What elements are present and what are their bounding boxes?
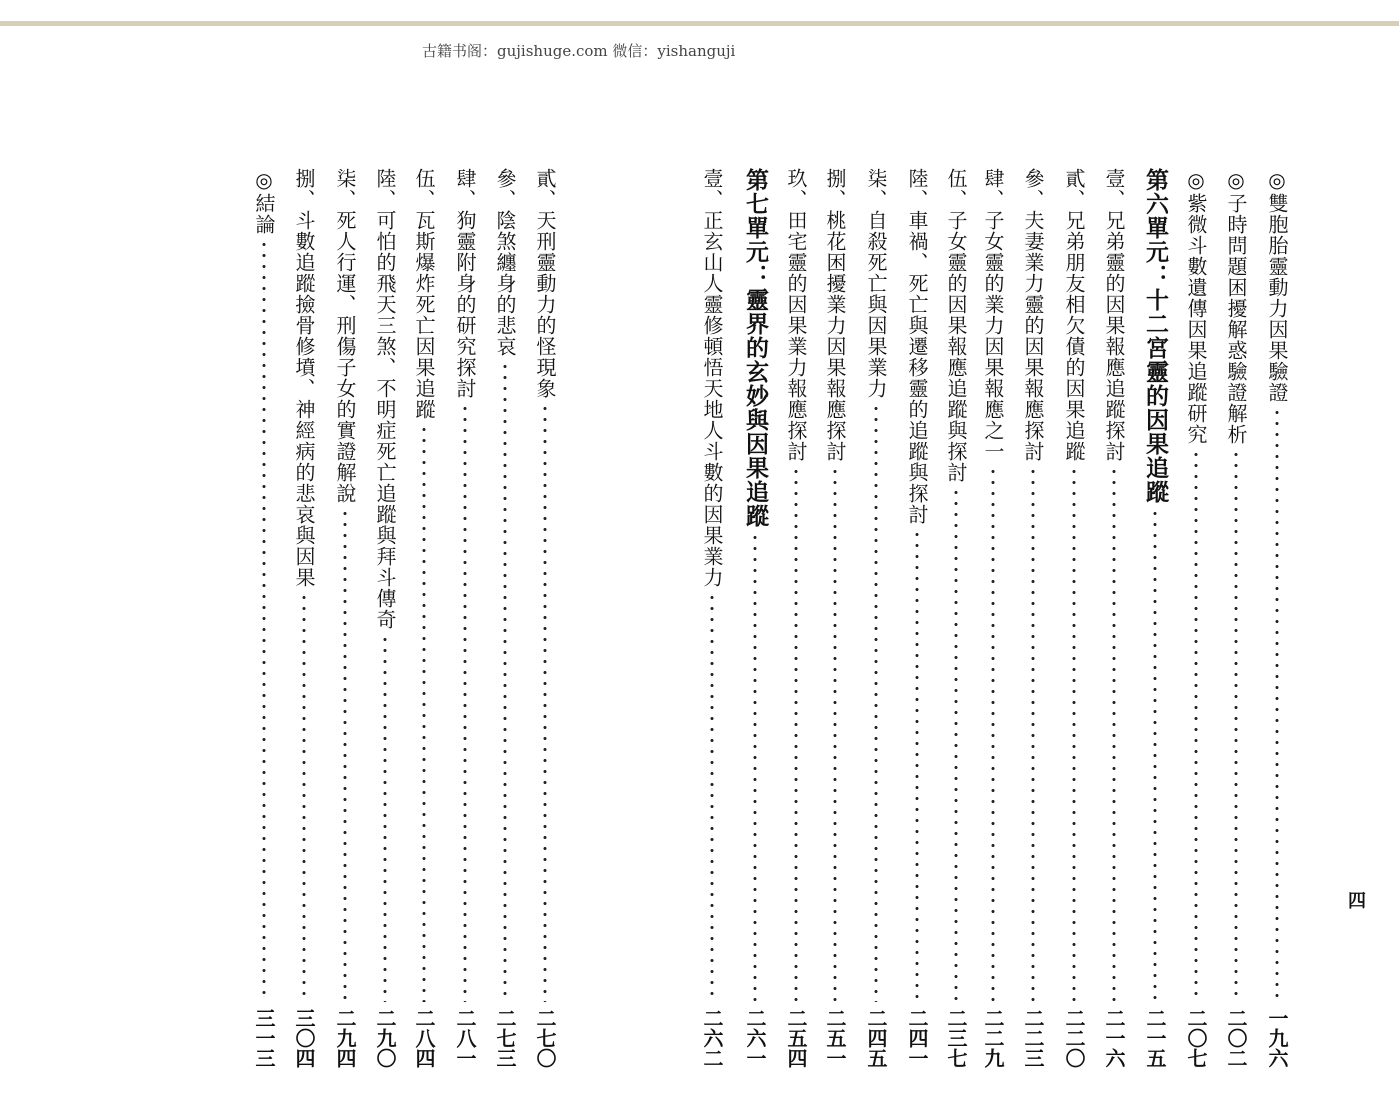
toc-entry-title: 參、陰煞纏身的悲哀 — [493, 168, 517, 357]
toc-leader-dots — [543, 403, 547, 1002]
toc-entry-page: 二七三 — [493, 1008, 517, 1068]
toc-entry-title: 捌、桃花困擾業力因果報應探討 — [823, 168, 847, 462]
toc-entry-page: 二八一 — [453, 1008, 477, 1068]
toc-entry-title: 伍、子女靈的因果報應追蹤與探討 — [944, 168, 968, 483]
toc-leader-dots — [1234, 449, 1238, 1002]
toc-entry-title: ◎雙胞胎靈動力因果驗證 — [1265, 168, 1289, 403]
toc-entry-title: 參、夫妻業力靈的因果報應探討 — [1021, 168, 1045, 462]
toc-leader-dots — [753, 532, 757, 1002]
page-number: 四 — [1348, 891, 1366, 912]
toc-entry — [409, 168, 439, 1068]
toc-entry-page: 二六二 — [700, 1008, 724, 1068]
toc-entry — [820, 168, 850, 1068]
top-border — [0, 0, 1399, 26]
toc-section-heading — [740, 168, 770, 1068]
watermark-text: 古籍书阁：gujishuge.com 微信：yishanguji — [422, 42, 736, 60]
toc-entry-page: 二一五 — [1143, 1008, 1167, 1068]
toc-entry-page: 二七〇 — [533, 1008, 557, 1068]
toc-entry-title: 貳、兄弟朋友相欠債的因果追蹤 — [1062, 168, 1086, 462]
toc-entry-page: 二五四 — [784, 1008, 808, 1068]
toc-entry-page: 二六一 — [743, 1008, 767, 1068]
toc-entry — [249, 168, 279, 1068]
toc-entry-title: 肆、狗靈附身的研究探討 — [453, 168, 477, 399]
toc-entry-page: 二二九 — [981, 1008, 1005, 1068]
toc-entry-page: 二四一 — [905, 1008, 929, 1068]
toc-entry-page: 二五一 — [823, 1008, 847, 1068]
toc-leader-dots — [833, 466, 837, 1002]
toc-entry-page: 二〇七 — [1184, 1008, 1208, 1068]
toc-entry-page: 二八四 — [412, 1008, 436, 1068]
toc-entry-page: 二〇二 — [1224, 1008, 1248, 1068]
toc-leader-dots — [1112, 466, 1116, 1002]
toc-leader-dots — [1275, 407, 1279, 1002]
toc-entry — [861, 168, 891, 1068]
toc-entry — [1099, 168, 1129, 1068]
toc-entry-title: 捌、斗數追蹤撿骨修墳、神經病的悲哀與因果 — [292, 168, 316, 588]
toc-entry-page: 二四五 — [864, 1008, 888, 1068]
toc-entry-page: 二二〇 — [1062, 1008, 1086, 1068]
toc-entry-title: 柒、自殺死亡與因果業力 — [864, 168, 888, 399]
toc-leader-dots — [1072, 466, 1076, 1002]
toc-entry — [1018, 168, 1048, 1068]
toc-leader-dots — [915, 529, 919, 1002]
toc-entry-title: ◎子時問題困擾解惑驗證解析 — [1224, 168, 1248, 445]
toc-leader-dots — [954, 487, 958, 1002]
toc-entry — [370, 168, 400, 1068]
toc-entry — [781, 168, 811, 1068]
toc-entry-page: 一九六 — [1265, 1008, 1289, 1068]
toc-leader-dots — [343, 508, 347, 1002]
toc-leader-dots — [463, 403, 467, 1002]
toc-entry-page: 二三七 — [944, 1008, 968, 1068]
toc-leader-dots — [1153, 508, 1157, 1002]
toc-entry-page: 二九〇 — [373, 1008, 397, 1068]
toc-entry-title: 第六單元：十二宮靈的因果追蹤 — [1142, 168, 1169, 504]
toc-entry-title: 第七單元：靈界的玄妙與因果追蹤 — [742, 168, 769, 528]
toc-leader-dots — [503, 361, 507, 1002]
toc-leader-dots — [422, 424, 426, 1002]
toc-entry-title: 壹、正玄山人靈修頓悟天地人斗數的因果業力 — [700, 168, 724, 588]
toc-entry — [530, 168, 560, 1068]
toc-entry-title: ◎紫微斗數遺傳因果追蹤研究 — [1184, 168, 1208, 445]
toc-leader-dots — [991, 466, 995, 1002]
toc-entry — [289, 168, 319, 1068]
toc-leader-dots — [302, 592, 306, 1002]
toc-entry-page: 三一三 — [252, 1008, 276, 1068]
toc-entry-title: 陸、車禍、死亡與遷移靈的追蹤與探討 — [905, 168, 929, 525]
toc-entry-page: 二一六 — [1102, 1008, 1126, 1068]
toc-leader-dots — [794, 466, 798, 1002]
toc-entry — [490, 168, 520, 1068]
toc-entry-title: 玖、田宅靈的因果業力報應探討 — [784, 168, 808, 462]
toc-entry — [941, 168, 971, 1068]
toc-section-heading — [1140, 168, 1170, 1068]
toc-entry — [1221, 168, 1251, 1068]
toc-entry — [1181, 168, 1211, 1068]
toc-leader-dots — [710, 592, 714, 1002]
toc-leader-dots — [262, 239, 266, 1002]
toc-entry — [450, 168, 480, 1068]
toc-entry — [330, 168, 360, 1068]
toc-entry-title: 陸、可怕的飛天三煞、不明症死亡追蹤與拜斗傳奇 — [373, 168, 397, 630]
toc-leader-dots — [383, 634, 387, 1002]
toc-entry-title: ◎結論 — [252, 168, 276, 235]
toc-entry — [697, 168, 727, 1068]
toc-entry-title: 貳、天刑靈動力的怪現象 — [533, 168, 557, 399]
toc-entry — [978, 168, 1008, 1068]
toc-entry-title: 伍、瓦斯爆炸死亡因果追蹤 — [412, 168, 436, 420]
toc-leader-dots — [874, 403, 878, 1002]
toc-entry — [1262, 168, 1292, 1068]
toc-leader-dots — [1194, 449, 1198, 1002]
toc-entry-title: 壹、兄弟靈的因果報應追蹤探討 — [1102, 168, 1126, 462]
toc-entry-page: 三〇四 — [292, 1008, 316, 1068]
toc-leader-dots — [1031, 466, 1035, 1002]
toc-entry-page: 二九四 — [333, 1008, 357, 1068]
toc-entry-title: 肆、子女靈的業力因果報應之一 — [981, 168, 1005, 462]
toc-entry-title: 柒、死人行運、刑傷子女的實證解說 — [333, 168, 357, 504]
toc-entry-page: 二二三 — [1021, 1008, 1045, 1068]
toc-entry — [902, 168, 932, 1068]
toc-entry — [1059, 168, 1089, 1068]
